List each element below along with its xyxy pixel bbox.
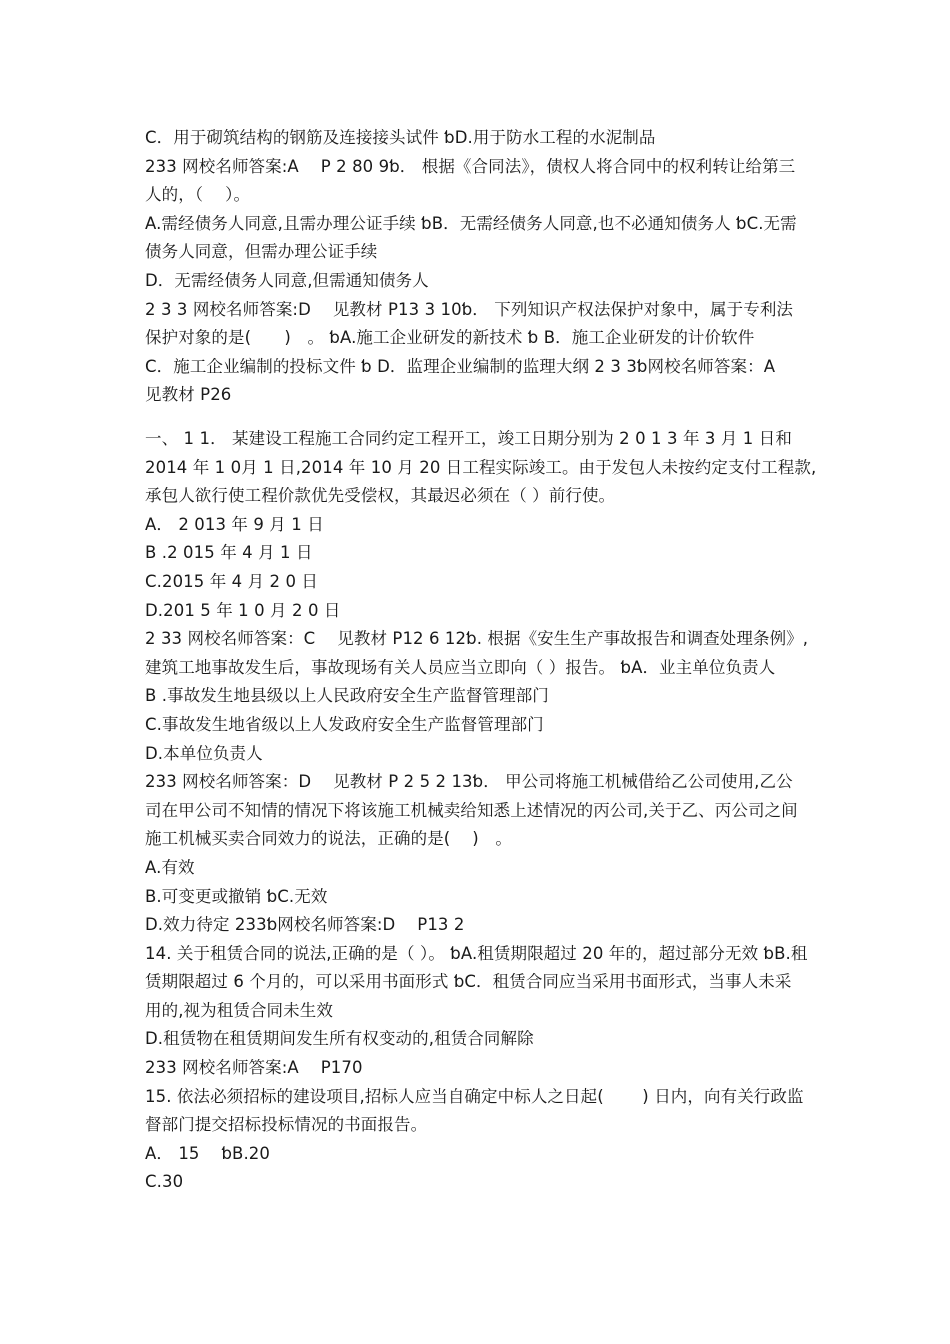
text-line: B .2 015 年 4 月 1 日: [145, 543, 313, 563]
text-line: 督部门提交招标投标情况的书面报告。: [145, 1115, 428, 1135]
text-line: C．施工企业编制的投标文件 ƅ D．监理企业编制的监理大纲 2 3 3ƅ网校名师答案：A: [145, 356, 776, 376]
text-line: D.201 5 年 1 0 月 2 0 日: [145, 600, 341, 620]
text-line: A.有效: [145, 857, 195, 877]
text-line: 233 网校名师答案:A P170: [145, 1058, 363, 1078]
text-line: D.效力待定 233ƅ网校名师答案:D P13 2: [145, 915, 465, 935]
text-line: 2 3 3 网校名师答案:D 见教材 P13 3 10ƅ． 下列知识产权法保护对象中，属于专利法: [145, 299, 794, 319]
text-line: 15. 依法必须招标的建设项目,招标人应当自确定中标人之日起( ) 日内，向有关行政监: [145, 1086, 804, 1106]
text-line: 一、 1 1． 某建设工程施工合同约定工程开工，竣工日期分别为 2 0 1 3 年 3 月 1 日和: [145, 429, 792, 448]
text-line: 司在甲公司不知情的情况下将该施工机械卖给知悉上述情况的丙公司,关于乙、丙公司之间: [145, 800, 798, 820]
text-line: D．无需经债务人同意,但需通知债务人: [145, 270, 429, 290]
text-line: C．用于砌筑结构的钢筋及连接接头试件 ﻿ƅD.用于防水工程的水泥制品: [145, 128, 656, 147]
text-line: 2014 年 1 0月 1 日,2014 年 10 月 20 日工程实际竣工。由于发包人未按约定支付工程款,: [145, 457, 817, 477]
text-line: C.事故发生地省级以上人发政府安全生产监督管理部门: [145, 714, 544, 734]
text-line: 233 网校名师答案：D 见教材 P 2 5 2 13ƅ． 甲公司将施工机械借给乙公司使用,乙公: [145, 772, 793, 792]
text-line: C.30: [145, 1172, 184, 1192]
text-line: B .事故发生地县级以上人民政府安全生产监督管理部门: [145, 686, 549, 706]
text-line: A． 2 013 年 9 月 1 日: [145, 514, 324, 534]
text-block-upper: [145, 124, 815, 410]
text-line: B.可变更或撤销 ƅC.无效: [145, 886, 328, 906]
text-line: 2 33 网校名师答案：C 见教材 P12 6 12ƅ. 根据《安生生产事故报告和调查处理条例》,: [145, 629, 809, 649]
text-line: 人的，（ ）。: [145, 185, 251, 205]
text-line: A． 15 ƅB.20: [145, 1143, 271, 1163]
text-line: 233 网校名师答案:A P 2 80 9ƅ． 根据《合同法》，债权人将合同中的权利转让给第三: [145, 156, 796, 176]
text-line: 14. 关于租赁合同的说法,正确的是（ ）。 ƅA.租赁期限超过 20 年的，超过部分无效 ƅB.租: [145, 943, 808, 963]
text-line: 施工机械买卖合同效力的说法，正确的是( ) 。: [145, 829, 513, 849]
text-line: D.本单位负责人: [145, 743, 263, 763]
text-line: 保护对象的是( ) 。 ƅA.施工企业研发的新技术 ƅ B．施工企业研发的计价软件: [145, 328, 755, 348]
text-line: D.租赁物在租赁期间发生所有权变动的,租赁合同解除: [145, 1029, 534, 1049]
text-line: A.需经债务人同意,且需办理公证手续 ƅB．无需经债务人同意,也不必通知债务人 ƅC.无需: [145, 213, 797, 233]
text-block-lower: [145, 425, 815, 1197]
text-line: 债务人同意，但需办理公证手续: [145, 242, 378, 262]
text-line: 用的,视为租赁合同未生效: [145, 1000, 333, 1020]
text-line: 见教材 P26: [145, 385, 232, 405]
text-line: 建筑工地事故发生后，事故现场有关人员应当立即向（ ）报告。 ƅA．业主单位负责人: [145, 657, 776, 677]
text-line: C.2015 年 4 月 2 0 日: [145, 571, 319, 591]
text-line: 承包人欲行使工程价款优先受偿权，其最迟必须在（ ）前行使。: [145, 486, 616, 506]
text-line: 赁期限超过 6 个月的，可以采用书面形式 ƅC．租赁合同应当采用书面形式，当事人未采: [145, 972, 792, 992]
